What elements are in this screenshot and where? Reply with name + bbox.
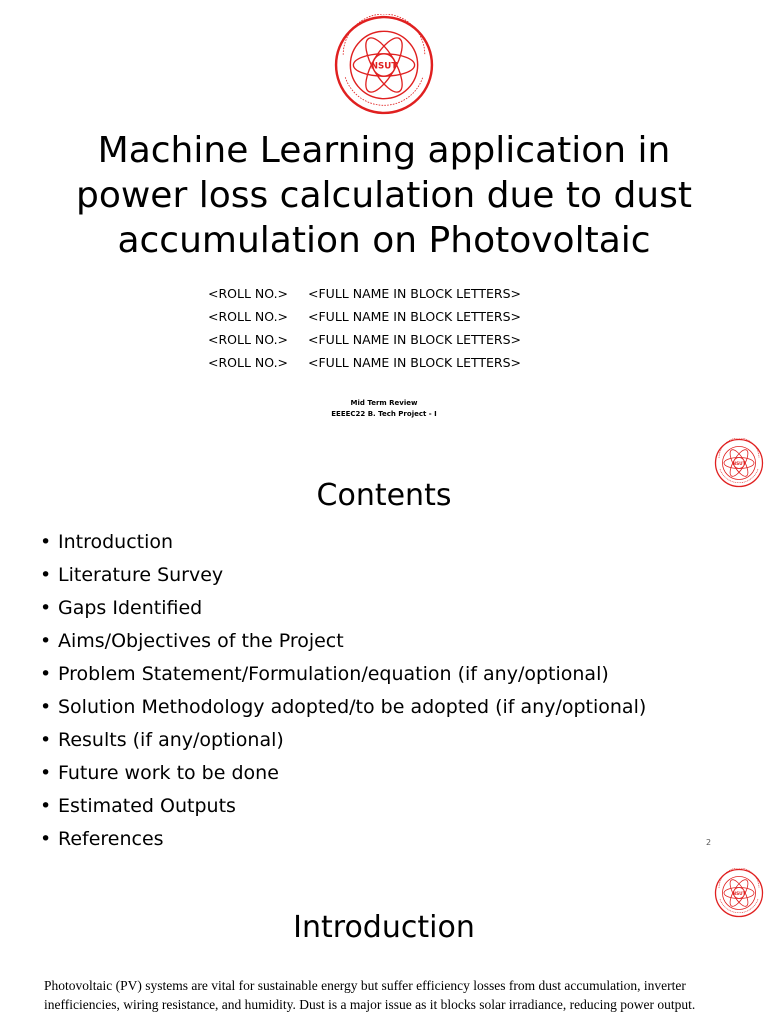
list-item-text: Results (if any/optional) — [58, 729, 284, 751]
list-item-text: References — [58, 828, 164, 850]
svg-text:NSUT: NSUT — [732, 461, 746, 467]
member-name: <FULL NAME IN BLOCK LETTERS> — [308, 286, 522, 301]
member-name: <FULL NAME IN BLOCK LETTERS> — [308, 309, 522, 324]
svg-text:NSUT: NSUT — [732, 891, 746, 897]
bullet-icon: • — [40, 564, 52, 586]
member-name: <FULL NAME IN BLOCK LETTERS> — [308, 332, 522, 347]
list-item-text: Problem Statement/Formulation/equation (if any/optional) — [58, 663, 609, 685]
list-item — [40, 757, 646, 790]
bullet-icon: • — [40, 663, 52, 685]
list-item — [40, 592, 646, 625]
roll-number: <ROLL NO.> — [208, 309, 289, 324]
team-members — [208, 282, 521, 374]
contents-title: Contents — [316, 478, 452, 513]
list-item-text: Gaps Identified — [58, 597, 203, 619]
member-row — [208, 328, 521, 351]
bullet-icon: • — [40, 630, 52, 652]
bullet-icon: • — [40, 828, 52, 850]
list-item — [40, 724, 646, 757]
list-item-text: Estimated Outputs — [58, 795, 236, 817]
member-row — [208, 282, 521, 305]
contents-list — [40, 526, 646, 856]
list-item — [40, 658, 646, 691]
list-item — [40, 823, 646, 856]
bullet-icon: • — [40, 597, 52, 619]
presentation-title: Machine Learning application in power loss calculation due to dust accumulation on Photovoltaic — [75, 130, 692, 261]
roll-number: <ROLL NO.> — [208, 286, 289, 301]
list-item — [40, 526, 646, 559]
list-item — [40, 625, 646, 658]
title-slide — [0, 0, 768, 432]
roll-number: <ROLL NO.> — [208, 332, 289, 347]
svg-text:NSUT: NSUT — [370, 61, 398, 72]
list-item-text: Introduction — [58, 531, 174, 553]
list-item-text: Future work to be done — [58, 762, 279, 784]
introduction-paragraph: Photovoltaic (PV) systems are vital for sustainable energy but suffer efficiency losses from dust accumulation, inverter inefficiencies, wiring resistance, and humidity. Dust is a major issue as it blocks solar irradiance, reducing power output. — [44, 977, 696, 1012]
review-info — [0, 398, 768, 420]
introduction-title: Introduction — [293, 910, 475, 945]
roll-number: <ROLL NO.> — [208, 355, 289, 370]
course-code: EEEEC22 B. Tech Project - I — [331, 410, 437, 418]
bullet-icon: • — [40, 762, 52, 784]
contents-slide — [0, 432, 768, 864]
list-item — [40, 790, 646, 823]
introduction-slide — [0, 864, 768, 1024]
bullet-icon: • — [40, 696, 52, 718]
bullet-icon: • — [40, 729, 52, 751]
review-type: Mid Term Review — [350, 399, 418, 407]
list-item — [40, 691, 646, 724]
bullet-icon: • — [40, 795, 52, 817]
list-item-text: Literature Survey — [58, 564, 224, 586]
bullet-icon: • — [40, 531, 52, 553]
member-name: <FULL NAME IN BLOCK LETTERS> — [308, 355, 522, 370]
nsut-logo-icon — [333, 14, 435, 116]
list-item — [40, 559, 646, 592]
page-number: 2 — [706, 838, 712, 847]
list-item-text: Solution Methodology adopted/to be adopted (if any/optional) — [58, 696, 647, 718]
member-row — [208, 305, 521, 328]
member-row — [208, 351, 521, 374]
list-item-text: Aims/Objectives of the Project — [58, 630, 344, 652]
